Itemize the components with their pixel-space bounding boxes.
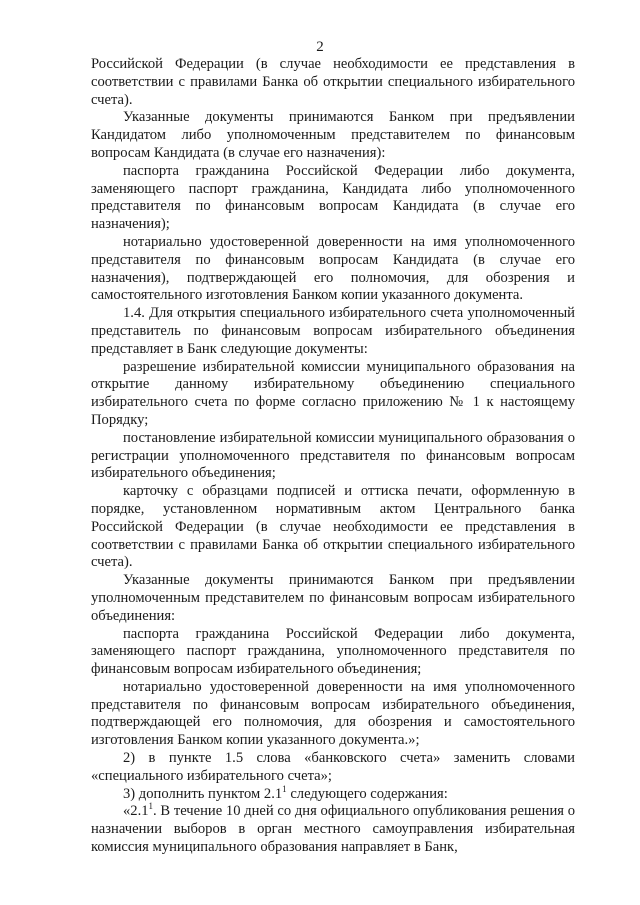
paragraph bbox=[91, 803, 575, 856]
paragraph: постановление избирательной комиссии муниципального образования о регистрации уполномоченного представителя по финансовым вопросам избирательного объединения; bbox=[91, 429, 575, 482]
paragraph-text: «2.1 bbox=[123, 803, 149, 820]
paragraph: 1.4. Для открытия специального избирательного счета уполномоченный представитель по финансовым вопросам избирательного объединения представляет в Банк следующие документы: bbox=[91, 305, 575, 357]
superscript: 1 bbox=[148, 801, 154, 812]
paragraph bbox=[91, 783, 575, 804]
paragraph: Указанные документы принимаются Банком при предъявлении Кандидатом либо уполномоченным представителем по финансовым вопросам Кандидата (в случае его назначения): bbox=[91, 109, 575, 161]
paragraph: Указанные документы принимаются Банком при предъявлении уполномоченным представителем по финансовым вопросам избирательного объединения: bbox=[91, 572, 575, 624]
paragraph: паспорта гражданина Российской Федерации либо документа, заменяющего паспорт гражданина, уполномоченного представителя по финансовым вопросам избирательного объединения; bbox=[91, 625, 575, 678]
paragraph: 2) в пункте 1.5 слова «банковского счета» заменить словами «специального избирательного счета»; bbox=[91, 750, 575, 784]
paragraph: разрешение избирательной комиссии муниципального образования на открытие данному избирательному объединению специального избирательного счета по форме согласно приложению № 1 к настоящему Порядку; bbox=[91, 358, 575, 428]
paragraph: Российской Федерации (в случае необходимости ее представления в соответствии с правилами Банка об открытии специального избирательного счета). bbox=[91, 56, 575, 108]
paragraph-text: 3) дополнить пунктом 2.1 bbox=[123, 785, 283, 802]
document-body bbox=[91, 56, 575, 857]
page-number: 2 bbox=[316, 39, 324, 55]
paragraph: нотариально удостоверенной доверенности на имя уполномоченного представителя по финансовым вопросам избирательного объединения, подтверждающей его полномочия, для обозрения и самостоятельного изготовления Банком копии указанного документа.»; bbox=[91, 678, 575, 749]
paragraph: паспорта гражданина Российской Федерации либо документа, заменяющего паспорт гражданина, Кандидата либо уполномоченного представителя по финансовым вопросам Кандидата (в случае его назначения); bbox=[91, 162, 575, 233]
paragraph: нотариально удостоверенной доверенности на имя уполномоченного представителя по финансовым вопросам Кандидата (в случае его назначения), подтверждающей его полномочия, для обозрения и самостоятельного изготовления Банком копии указанного документа. bbox=[91, 233, 575, 304]
paragraph-text: . В течение 10 дней со дня официального опубликования решения о назначении выборов в орган местного самоуправления избирательная комиссия муниципального образования направляет в Банк, bbox=[91, 803, 575, 856]
superscript: 1 bbox=[282, 783, 287, 794]
paragraph: карточку с образцами подписей и оттиска печати, оформленную в порядке, установленном нормативным актом Центрального банка Российской Федерации (в случае необходимости ее представления в соответствии с правилами Банка об открытии специального избирательного счета). bbox=[91, 483, 575, 571]
paragraph-text: следующего содержания: bbox=[286, 785, 448, 802]
